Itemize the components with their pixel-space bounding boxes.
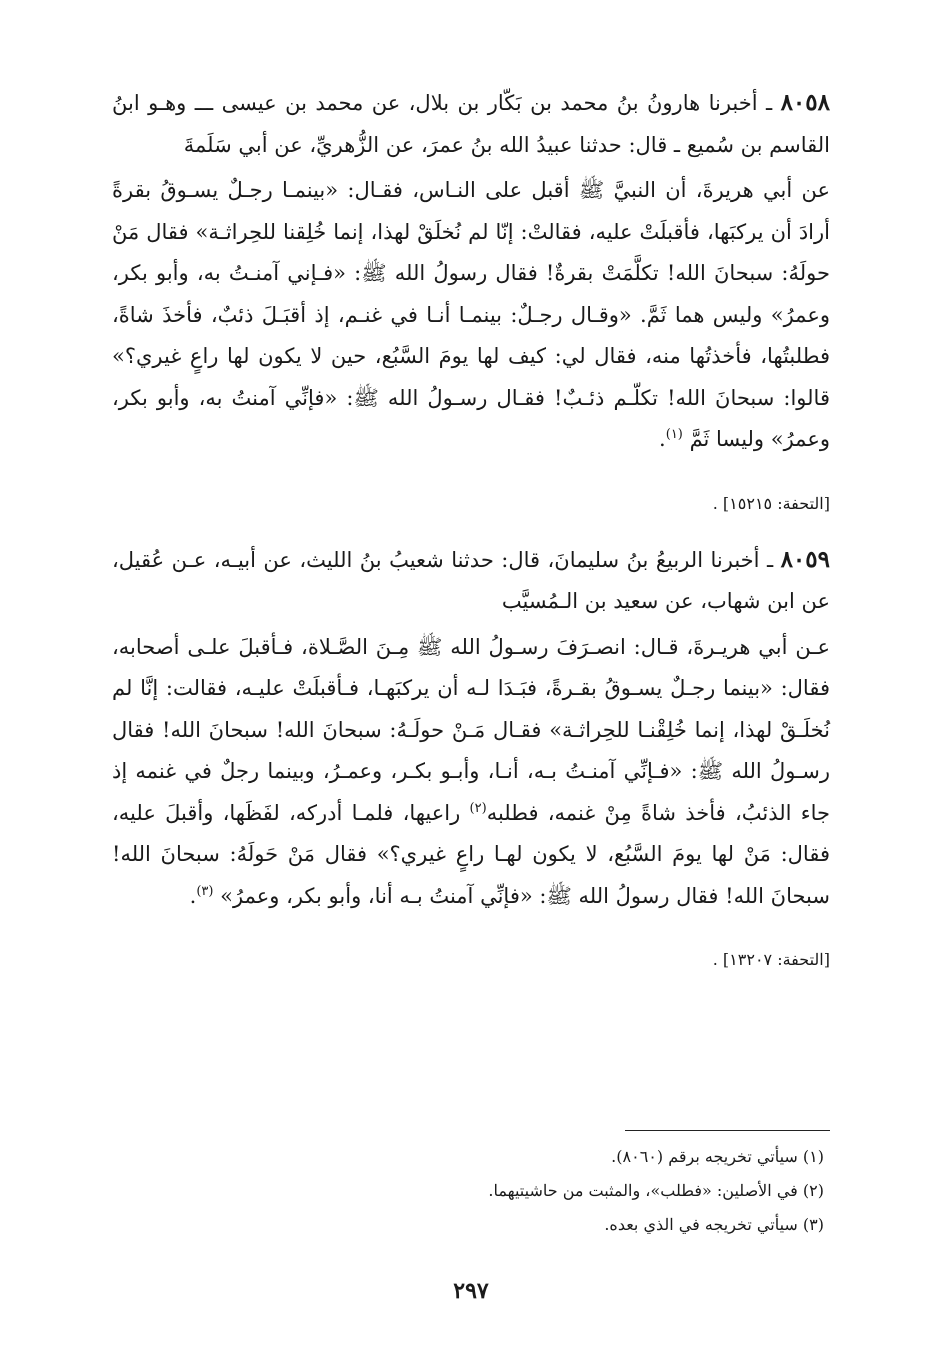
footnote-2: (٢) في الأصلين: «فطلب»، والمثبت من حاشيتيهما. [488, 1181, 824, 1200]
hadith-8058-tuhfa-reference: [التحفة: ١٥٢١٥] . [712, 493, 830, 513]
hadith-8059-number: ٨٠٥٩ [780, 545, 830, 573]
footnote-separator [625, 1130, 830, 1131]
hadith-8059-matn-text-b: راعيها، فلمـا أدركه، لفَظَها، وأقبلَ عليه، فقال: مَنْ لها يومَ السَّبُع، لا يكون لهـا راعٍ غيري؟» فقال مَنْ حَولَهُ: سبحانَ الله! سبحانَ الله! فقال رسولُ الله ﷺ: «فإنِّي آمنتُ بـه أنا، وأبو بكر، وعمرُ» [112, 800, 830, 908]
footnote-ref-1: (١) [665, 427, 683, 442]
page-number: ٢٩٧ [453, 1278, 489, 1304]
hadith-8059-isnad [112, 539, 830, 623]
footnote-ref-2: (٢) [469, 800, 487, 816]
hadith-8058-isnad-text: ـ أخبرنا هارونُ بنُ محمد بن بَكّار بن بلال، عن محمد بن عيسى ـــ وهـو ابنُ القاسم بن سُميع ـ قال: حدثنا عبيدُ الله بنُ عمرَ، عن الزُّهريِّ، عن أبي سَلَمةَ [112, 91, 830, 157]
footnote-ref-3: (٣) [196, 883, 214, 899]
hadith-8058-isnad [112, 82, 830, 166]
hadith-8059-matn: عـن أبي هريـرةَ، قـال: انصـرَفَ رسـولُ الله ﷺ مِـنَ الصَّـلاة، فـأقبلَ علـى أصحابه، فقال: «بينما رجـلٌ يسـوقُ بقـرةً، فبَـدَا لـه أن يركبَهـا، فـأقبلَتْ عليـه، فقالت: إنَّا لم نُخلَـقْ لهذا، إنما خُلِقْنـا للحِراثـة» فقـال مَـنْ حولَـهُ: سبحانَ الله! سبحانَ الله! فقال رسـولُ الله ﷺ: «فـإنِّي آمنـتُ بـه، أنـا، وأبـو بكـر، وعمـرُ، وبينما رجلٌ في غنمه إذ جاء الذئبُ، فأخذ شاةً مِنْ غنمه، فطلبه$^{(٢)}$ راعيها، فلمـا أدركه، لفَظَها، وأقبلَ عليه، فقال: مَنْ لها يومَ السَّبُع، لا يكون لهـا راعٍ غيري؟» فقال مَنْ حَولَهُ: سبحانَ الله! سبحانَ الله! فقال رسولُ الله ﷺ: «فإنِّي آمنتُ بـه أنا، وأبو بكر، وعمرُ» $^{(٣)}$. [112, 634, 830, 908]
footnote-3: (٣) سيأتي تخريجه في الذي بعده. [604, 1215, 824, 1234]
hadith-8058-matn-text: عن أبي هريرةَ، أن النبيَّ ﷺ أقبل على النـاس، فقـال: «بينمـا رجـلٌ يسـوقُ بقرةً أرادَ أن يركبَها، فأقبلَتْ عليه، فقالتْ: إنّا لم نُخلَقْ لهذا، إنما خُلِقنا للحِراثـة» فقال مَنْ حولَهُ: سبحانَ الله! تكلَّمَتْ بقرةٌ! فقال رسولُ الله ﷺ: «فـإني آمنـتُ به، وأبو بكر، وعمرُ» وليس هما ثَمَّ. «وقـال رجـلٌ: بينمـا أنـا في غنـم، إذ أقبَـلَ ذئبٌ، فأخذَ شاةً، فطلبتُها، فأخذتُها منه، فقال لي: كيف لها يومَ السَّبُع، حين لا يكون لها راعٍ غيري؟» قالوا: سبحانَ الله! تكلّـم ذئـبٌ! فقـال رسـولُ الله ﷺ: «فإنِّي آمنتُ به، وأبو بكر، وعمرُ» وليسا ثَمَّ [112, 178, 830, 451]
page-body [112, 82, 830, 995]
hadith-8058-number: ٨٠٥٨ [780, 89, 830, 116]
hadith-8059-tuhfa-reference: [التحفة: ١٣٢٠٧] . [712, 950, 830, 969]
hadith-8059-matn-text-a: عـن أبي هريـرةَ، قـال: انصـرَفَ رسـولُ الله ﷺ مِـنَ الصَّـلاة، فـأقبلَ علـى أصحابه، فقال: «بينما رجـلٌ يسـوقُ بقـرةً، فبَـدَا لـه أن يركبَهـا، فـأقبلَتْ عليـه، فقالت: إنَّا لم نُخلَـقْ لهذا، إنما خُلِقْنـا للحِراثـة» فقـال مَـنْ حولَـهُ: سبحانَ الله! سبحانَ الله! فقال رسـولُ الله ﷺ: «فـإنِّي آمنـتُ بـه، أنـا، وأبـو بكـر، وعمـرُ، وبينما رجلٌ في غنمه إذ جاء الذئبُ، فأخذ شاةً مِنْ غنمه، فطلبه [112, 634, 830, 825]
footnotes [224, 1140, 824, 1242]
hadith-8058-matn: عن أبي هريرةَ، أن النبيَّ ﷺ أقبل على النـاس، فقـال: «بينمـا رجـلٌ يسـوقُ بقرةً أرادَ أن يركبَها، فأقبلَتْ عليه، فقالتْ: إنّا لم نُخلَقْ لهذا، إنما خُلِقنا للحِراثـة» فقال مَنْ حولَهُ: سبحانَ الله! تكلَّمَتْ بقرةٌ! فقال رسولُ الله ﷺ: «فـإني آمنـتُ به، وأبو بكر، وعمرُ» وليس هما ثَمَّ. «وقـال رجـلٌ: بينمـا أنـا في غنـم، إذ أقبَـلَ ذئبٌ، فأخذَ شاةً، فطلبتُها، فأخذتُها منه، فقال لي: كيف لها يومَ السَّبُع، حين لا يكون لها راعٍ غيري؟» قالوا: سبحانَ الله! تكلّـم ذئـبٌ! فقـال رسـولُ الله ﷺ: «فإنِّي آمنتُ به، وأبو بكر، وعمرُ» وليسا ثَمَّ $^{(١)}$. [112, 178, 830, 451]
hadith-8059-isnad-text: ـ أخبرنا الربيعُ بنُ سليمانَ، قال: حدثنا شعيبُ بنُ الليث، عن أبيـه، عـن عُقيل، عن ابن شهاب، عن سعيد بن الـمُسيَّب [112, 547, 830, 613]
footnote-1: (١) سيأتي تخريجه برقم (٨٠٦٠). [611, 1147, 824, 1166]
